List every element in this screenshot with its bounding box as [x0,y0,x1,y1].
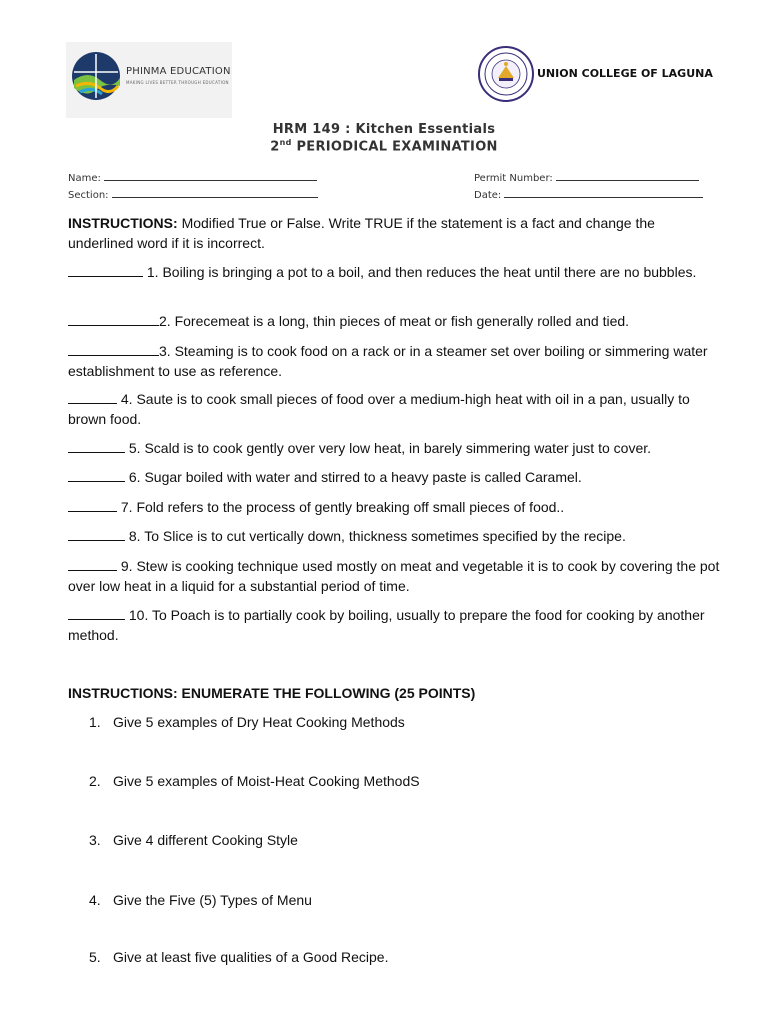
permit-label: Permit Number: [474,173,553,184]
answer-blank[interactable] [68,527,125,541]
answer-blank[interactable] [68,439,125,453]
date-label: Date: [474,190,502,201]
enum-number: 3. [89,832,101,848]
date-line[interactable] [504,189,703,198]
enum-item-1 [89,714,405,730]
exam-name: PERIODICAL EXAMINATION [296,139,498,155]
answer-blank[interactable] [68,342,159,356]
tf-item-text: 3. Steaming is to cook food on a rack or in a steamer set over boiling or simmering water establishment to use as reference. [68,343,708,379]
enum-text: Give at least five qualities of a Good Recipe. [113,949,389,965]
enum-number: 5. [89,949,101,965]
brand-name: PHINMA EDUCATION [126,66,231,77]
phinma-emblem-icon [70,50,122,102]
tf-item-text: 5. Scald is to cook gently over very low heat, in barely simmering water just to cover. [128,440,652,456]
brand-tagline: MAKING LIVES BETTER THROUGH EDUCATION [126,80,229,85]
section-field[interactable] [68,189,318,201]
enum-text: Give 4 different Cooking Style [113,832,298,848]
tf-item-3 [68,341,720,381]
tf-item-text: 4. Saute is to cook small pieces of food over a medium-high heat with oil in a pan, usually to brown food. [68,391,690,427]
answer-blank[interactable] [68,557,117,571]
section-line[interactable] [112,189,318,198]
permit-line[interactable] [556,172,699,181]
instructions-label: INSTRUCTIONS: [68,215,178,231]
name-label: Name: [68,173,101,184]
tf-item-7 [68,497,720,517]
exam-ordinal: 2 [270,139,280,155]
tf-item-8 [68,526,720,546]
course-title: HRM 149 : Kitchen Essentials [272,122,496,137]
college-seal [476,45,536,103]
answer-blank[interactable] [68,468,125,482]
tf-item-text: 1. Boiling is bringing a pot to a boil, and then reduces the heat until there are no bubbles. [146,264,697,280]
instructions-text: Modified True or False. Write TRUE if the statement is a fact and change the underlined word if it is incorrect. [68,215,655,251]
answer-blank[interactable] [68,263,143,277]
part1-instructions [68,213,720,253]
part2-heading: INSTRUCTIONS: ENUMERATE THE FOLLOWING (25 POINTS) [68,685,476,701]
answer-blank[interactable] [68,312,159,326]
enum-number: 1. [89,714,101,730]
answer-blank[interactable] [68,498,117,512]
tf-item-text: 10. To Poach is to partially cook by boiling, usually to prepare the food for cooking by another method. [68,607,705,643]
answer-blank[interactable] [68,390,117,404]
enum-text: Give 5 examples of Dry Heat Cooking Methods [113,714,405,730]
enum-text: Give the Five (5) Types of Menu [113,892,312,908]
tf-item-5 [68,438,720,458]
tf-item-text: 8. To Slice is to cut vertically down, thickness sometimes specified by the recipe. [128,528,626,544]
permit-field[interactable] [474,172,699,184]
tf-item-text: 7. Fold refers to the process of gently breaking off small pieces of food.. [120,499,565,515]
tf-item-text: 9. Stew is cooking technique used mostly on meat and vegetable it is to cook by covering the pot over low heat in a liquid for a substantial period of time. [68,558,720,594]
enum-item-3 [89,832,298,848]
exam-title [0,138,768,154]
tf-item-2 [68,311,720,331]
name-field[interactable] [68,172,317,184]
phinma-logo [66,42,232,118]
tf-item-6 [68,467,720,487]
college-name: UNION COLLEGE OF LAGUNA [537,67,713,80]
enum-text: Give 5 examples of Moist-Heat Cooking MethodS [113,773,420,789]
tf-item-1 [68,262,720,282]
date-field[interactable] [474,189,703,201]
answer-blank[interactable] [68,606,125,620]
tf-item-10 [68,605,720,645]
section-label: Section: [68,190,109,201]
tf-item-text: 6. Sugar boiled with water and stirred to a heavy paste is called Caramel. [128,469,582,485]
enum-item-2 [89,773,420,789]
tf-item-9 [68,556,720,596]
enum-number: 4. [89,892,101,908]
enum-number: 2. [89,773,101,789]
tf-item-text: 2. Forecemeat is a long, thin pieces of meat or fish generally rolled and tied. [159,313,630,329]
exam-ordinal-suffix: nd [279,138,292,147]
college-seal-icon [476,45,536,103]
enum-item-4 [89,892,312,908]
name-line[interactable] [104,172,317,181]
tf-item-4 [68,389,720,429]
enum-item-5 [89,949,388,965]
